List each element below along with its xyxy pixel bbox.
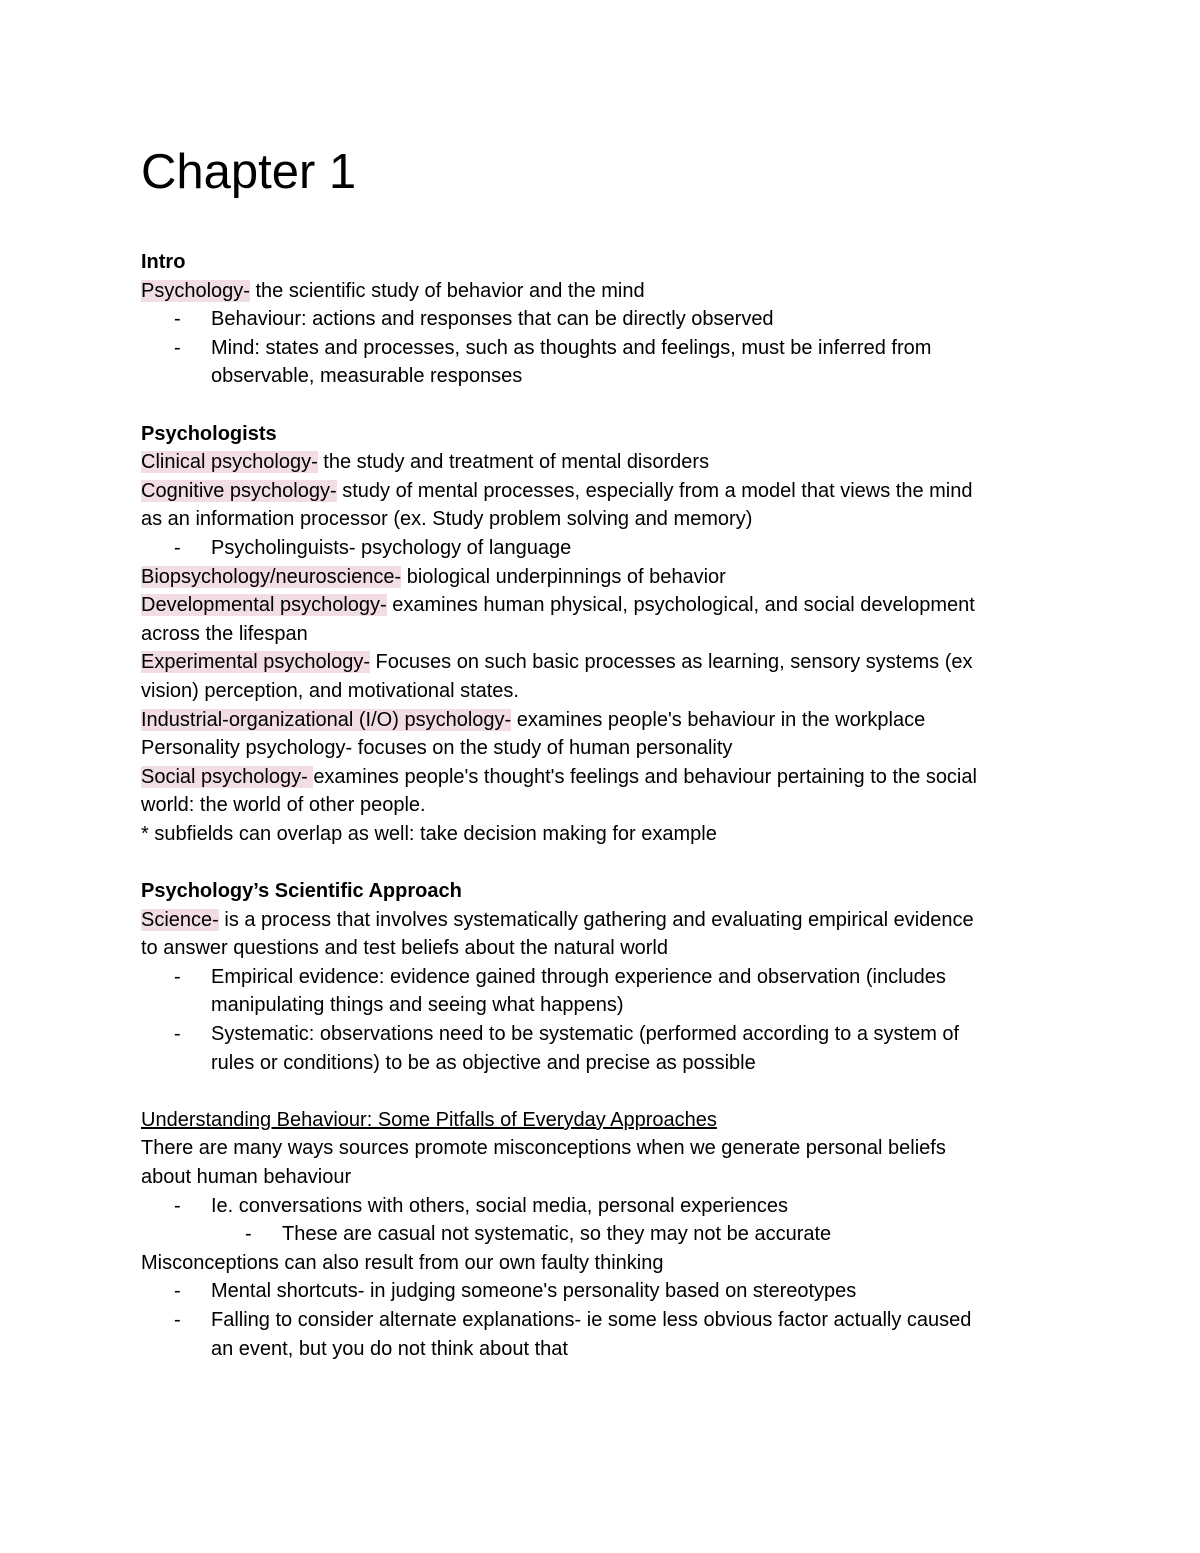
definition-text: Focuses on such basic processes as learning, sensory systems (ex (370, 651, 973, 674)
bullet-continuation: an event, but you do not think about that (211, 1337, 568, 1360)
bullet-item (141, 1192, 1061, 1221)
bullet-text: Behaviour: actions and responses that can be directly observed (211, 308, 774, 331)
definition-line (141, 477, 1061, 506)
page-title: Chapter 1 (141, 145, 357, 199)
bullet-continuation: rules or conditions) to be as objective and precise as possible (211, 1051, 756, 1074)
highlighted-term: Biopsychology/neuroscience- (141, 565, 402, 588)
highlighted-term: Cognitive psychology- (141, 479, 337, 502)
definition-text: examines people's thought's feelings and behaviour pertaining to the social (313, 765, 977, 788)
definition-continuation: as an information processor (ex. Study problem solving and memory) (141, 508, 753, 531)
highlighted-term: Industrial-organizational (I/O) psychology- (141, 708, 512, 731)
subsection-heading-understanding-behaviour: Understanding Behaviour: Some Pitfalls of Everyday Approaches (141, 1108, 717, 1131)
definition-text: the scientific study of behavior and the mind (249, 279, 645, 302)
section-heading-intro: Intro (141, 251, 186, 273)
definition-line (141, 448, 1061, 477)
bullet-dash: - (174, 965, 181, 988)
section-heading-scientific-approach: Psychology’s Scientific Approach (141, 880, 462, 903)
spacer (141, 848, 1061, 877)
bullet-dash: - (174, 1194, 181, 1217)
definition-continuation: to answer questions and test beliefs about the natural world (141, 937, 668, 960)
section-heading-psychologists: Psychologists (141, 422, 277, 445)
bullet-item (141, 305, 1061, 334)
bullet-dash: - (174, 536, 181, 559)
bullet-text: Ie. conversations with others, social media, personal experiences (211, 1194, 788, 1217)
bullet-dash: - (174, 1280, 181, 1303)
definition-text: examines human physical, psychological, and social development (386, 594, 975, 617)
definition-continuation: world: the world of other people. (141, 794, 426, 817)
bullet-dash: - (174, 1023, 181, 1046)
bullet-item (141, 963, 1061, 992)
definition-text: examines people's behaviour in the workplace (511, 708, 926, 731)
bullet-continuation: manipulating things and seeing what happens) (211, 994, 624, 1017)
bullet-dash: - (245, 1223, 252, 1246)
document-body (141, 248, 1061, 1363)
bullet-text: Empirical evidence: evidence gained through experience and observation (includes (211, 965, 946, 988)
definition-line (141, 706, 1061, 735)
bullet-dash: - (174, 336, 181, 359)
definition-text: biological underpinnings of behavior (401, 565, 726, 588)
bullet-text: Mind: states and processes, such as thoughts and feelings, must be inferred from (211, 336, 932, 359)
bullet-item (141, 1306, 1061, 1335)
definition-continuation: across the lifespan (141, 622, 308, 645)
bullet-text: Mental shortcuts- in judging someone's personality based on stereotypes (211, 1280, 857, 1303)
definition-continuation: vision) perception, and motivational states. (141, 679, 519, 702)
bullet-item (141, 1020, 1061, 1049)
definition-line (141, 277, 1061, 306)
highlighted-term: Psychology- (141, 279, 250, 302)
definition-text: is a process that involves systematically gathering and evaluating empirical evidence (218, 908, 974, 931)
bullet-dash: - (174, 308, 181, 331)
definition-line: Personality psychology- focuses on the study of human personality (141, 737, 733, 760)
bullet-text: Psycholinguists- psychology of language (211, 536, 572, 559)
definition-line (141, 906, 1061, 935)
highlighted-term: Social psychology- (141, 765, 314, 788)
definition-line (141, 563, 1061, 592)
highlighted-term: Developmental psychology- (141, 594, 387, 617)
bullet-text: Systematic: observations need to be systematic (performed according to a system of (211, 1023, 960, 1046)
highlighted-term: Science- (141, 908, 219, 931)
definition-line (141, 591, 1061, 620)
definition-text: study of mental processes, especially from a model that views the mind (336, 479, 973, 502)
highlighted-term: Experimental psychology- (141, 651, 370, 674)
bullet-dash: - (174, 1308, 181, 1331)
paragraph-line: Misconceptions can also result from our own faulty thinking (141, 1251, 664, 1274)
bullet-item (141, 1277, 1061, 1306)
spacer (141, 391, 1061, 420)
spacer (141, 1077, 1061, 1106)
sub-bullet-item (141, 1220, 1061, 1249)
definition-text: the study and treatment of mental disorders (317, 451, 710, 474)
definition-line (141, 648, 1061, 677)
paragraph-line: There are many ways sources promote misconceptions when we generate personal beliefs (141, 1137, 946, 1160)
note-line: * subfields can overlap as well: take decision making for example (141, 822, 717, 845)
highlighted-term: Clinical psychology- (141, 451, 318, 474)
bullet-text: These are casual not systematic, so they may not be accurate (282, 1223, 832, 1246)
bullet-item (141, 534, 1061, 563)
bullet-continuation: observable, measurable responses (211, 365, 523, 388)
definition-line (141, 763, 1061, 792)
paragraph-line: about human behaviour (141, 1166, 352, 1188)
bullet-text: Falling to consider alternate explanations- ie some less obvious factor actually caused (211, 1308, 972, 1331)
bullet-item (141, 334, 1061, 363)
